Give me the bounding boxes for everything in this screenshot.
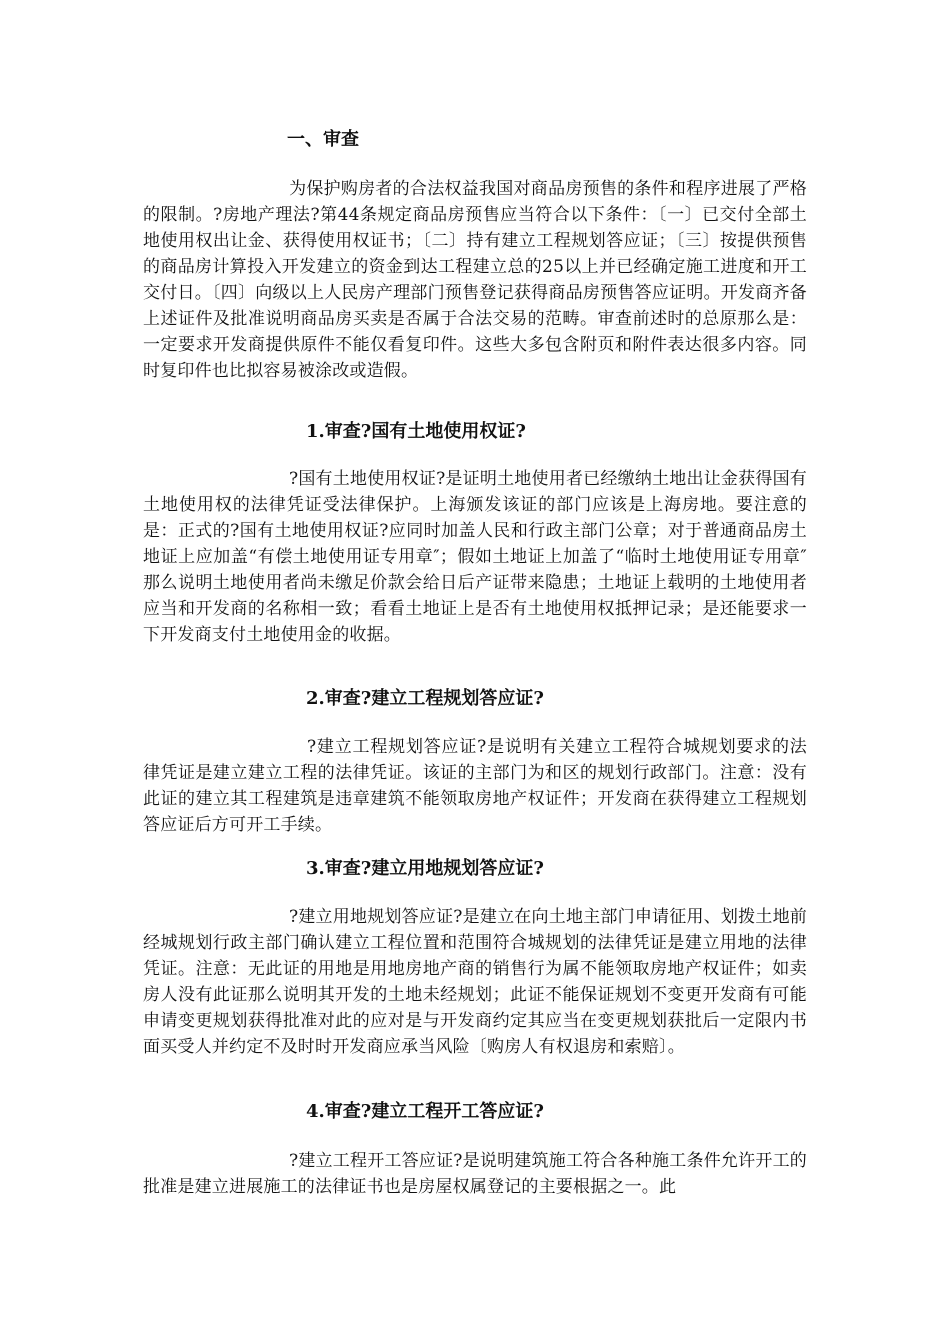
intro-paragraph: [143, 176, 807, 384]
item-4-paragraph: [143, 1148, 807, 1200]
item-1-paragraph: [143, 466, 807, 648]
item-1-text: ?国有土地使用权证?是证明土地使用者已经缴纳土地出让金获得国有土地使用权的法律凭证受法律保护。上海颁发该证的部门应该是上海房地。要注意的是：正式的?国有土地使用权证?应同时加盖人民和行政主部门公章；对于普通商品房土地证上应加盖“有偿土地使用证专用章″；假如土地证上加盖了“临时土地使用证专用章″那么说明土地使用者尚未缴足价款会给日后产证带来隐患；土地证上载明的土地使用者应当和开发商的名称相一致；看看土地证上是否有土地使用权抵押记录；是还能要求一下开发商支付土地使用金的收据。: [143, 469, 807, 645]
item-1-heading: 1.审查?国有土地使用权证?: [306, 421, 526, 442]
item-2-paragraph: [143, 734, 807, 838]
item-3-text: ?建立用地规划答应证?是建立在向土地主部门申请征用、划拨土地前经城规划行政主部门确认建立工程位置和范围符合城规划的法律凭证是建立用地的法律凭证。注意：无此证的用地是用地房地产商的销售行为属不能领取房地产权证件；如卖房人没有此证那么说明其开发的土地未经规划；此证不能保证规划不变更开发商有可能申请变更规划获得批准对此的应对是与开发商约定其应当在变更规划获批后一定限内书面买受人并约定不及时时开发商应承当风险〔购房人有权退房和索赔〕。: [143, 907, 807, 1057]
item-3-paragraph: [143, 904, 807, 1060]
item-4-text: ?建立工程开工答应证?是说明建筑施工符合各种施工条件允许开工的批准是建立进展施工的法律证书也是房屋权属登记的主要根据之一。此: [143, 1151, 807, 1197]
item-3-heading: 3.审查?建立用地规划答应证?: [306, 858, 544, 879]
item-4-heading: 4.审查?建立工程开工答应证?: [306, 1101, 544, 1122]
section-title: 一、审查: [287, 129, 359, 150]
intro-text: 为保护购房者的合法权益我国对商品房预售的条件和程序进展了严格的限制。?房地产理法?第44条规定商品房预售应当符合以下条件：〔一〕已交付全部土地使用权出让金、获得使用权证书；〔二〕持有建立工程规划答应证；〔三〕按提供预售的商品房计算投入开发建立的资金到达工程建立总的25以上并已经确定施工进度和开工交付日。〔四〕向级以上人民房产理部门预售登记获得商品房预售答应证明。开发商齐备上述证件及批准说明商品房买卖是否属于合法交易的范畴。审查前述时的总原那么是：一定要求开发商提供原件不能仅看复印件。这些大多包含附页和附件表达很多内容。同时复印件也比拟容易被涂改或造假。: [143, 179, 807, 381]
item-2-heading: 2.审查?建立工程规划答应证?: [306, 688, 544, 709]
item-2-text: ?建立工程规划答应证?是说明有关建立工程符合城规划要求的法律凭证是建立建立工程的法律凭证。该证的主部门为和区的规划行政部门。注意：没有此证的建立其工程建筑是违章建筑不能领取房地产权证件；开发商在获得建立工程规划答应证后方可开工手续。: [143, 737, 807, 835]
